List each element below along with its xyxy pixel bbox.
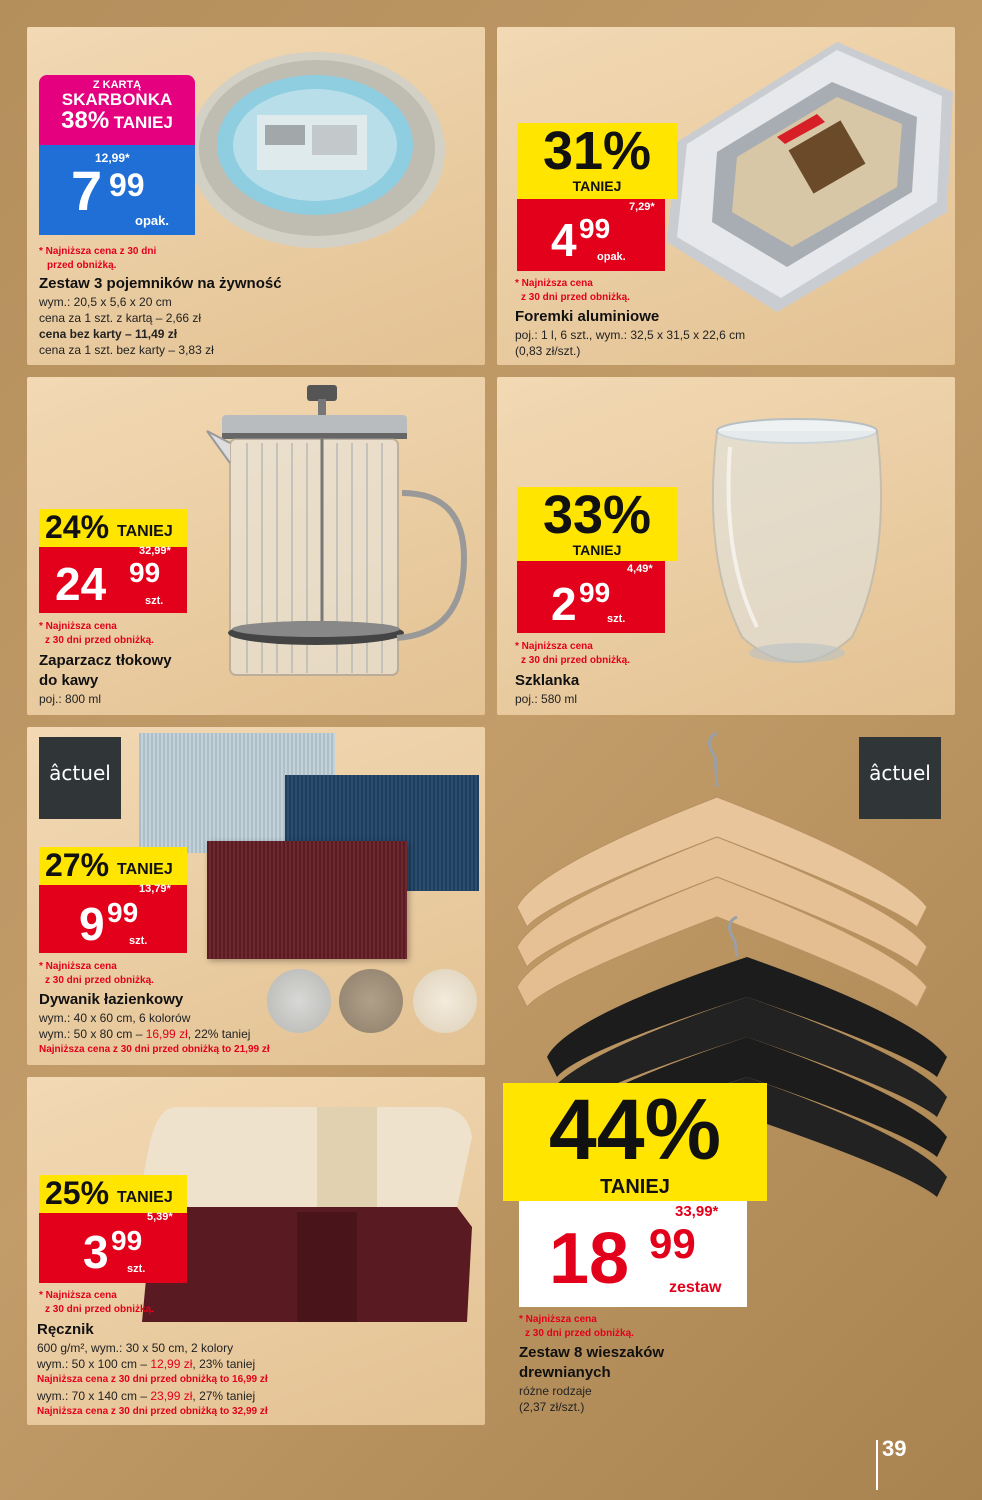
page-number-divider <box>876 1440 878 1490</box>
lowest-price-note: * Najniższa cena z 30 dni przed obniżką. <box>39 621 154 646</box>
price-integer: 3 <box>83 1226 109 1278</box>
card-badge-pct: 38% <box>61 107 110 134</box>
product-card-towel[interactable] <box>27 1077 485 1425</box>
discount-badge <box>517 487 677 561</box>
discount-badge <box>39 1175 187 1213</box>
price-box <box>39 547 187 613</box>
product-desc: poj.: 1 l, 6 szt., wym.: 32,5 x 31,5 x 22,6 cm (0,83 zł/szt.) <box>515 328 746 358</box>
price-unit: szt. <box>129 935 148 947</box>
price-integer: 24 <box>55 558 107 610</box>
discount-percent: 25% <box>45 1175 110 1211</box>
price-box <box>517 561 665 633</box>
product-name: Foremki aluminiowe <box>515 308 660 325</box>
swatch-taupe <box>339 969 403 1033</box>
mat-image-burgundy <box>207 841 407 959</box>
price-cents: 99 <box>579 577 611 608</box>
price-cents: 99 <box>107 897 139 928</box>
price-cents: 99 <box>109 167 145 203</box>
product-card-hangers[interactable] <box>497 727 955 1425</box>
price-cents: 99 <box>111 1225 143 1256</box>
product-card-foil-pans[interactable] <box>497 27 955 365</box>
lowest-price-note: * Najniższa cena z 30 dni przed obniżką. <box>519 1314 634 1339</box>
price-box <box>517 199 665 271</box>
lowest-price-note: * Najniższa cena z 30 dni przed obniżką. <box>39 246 157 271</box>
old-price: 4,49* <box>627 563 653 575</box>
price-integer: 18 <box>549 1219 630 1299</box>
discount-percent: 31% <box>542 121 652 181</box>
swatch-grey <box>267 969 331 1033</box>
product-name: Zestaw 8 wieszaków drewnianych <box>519 1344 665 1381</box>
product-desc: poj.: 580 ml <box>515 692 578 706</box>
old-price: 13,79* <box>139 883 171 895</box>
price-integer: 9 <box>79 898 105 950</box>
discount-word: TANIEJ <box>117 523 173 540</box>
product-card-glass[interactable] <box>497 377 955 715</box>
price-unit: opak. <box>135 213 169 228</box>
page-number: 39 <box>882 1436 907 1461</box>
product-card-bath-mat[interactable] <box>27 727 485 1065</box>
card-badge-word: TANIEJ <box>113 113 173 132</box>
lowest-price-note: * Najniższa cena z 30 dni przed obniżką. <box>39 961 154 986</box>
discount-word: TANIEJ <box>117 861 173 878</box>
price-integer: 4 <box>551 214 577 266</box>
card-badge-line2: SKARBONKA <box>61 90 173 109</box>
glass-image <box>702 417 892 677</box>
lowest-price-note: * Najniższa cena z 30 dni przed obniżką. <box>39 1290 154 1315</box>
container-lid-image <box>187 45 457 255</box>
product-card-french-press[interactable] <box>27 377 485 715</box>
price-cents: 99 <box>579 213 611 244</box>
lowest-price-note: * Najniższa cena z 30 dni przed obniżką. <box>515 278 630 303</box>
foil-pan-image <box>657 32 953 312</box>
price-box <box>519 1201 747 1307</box>
product-card-containers[interactable] <box>27 27 485 365</box>
product-desc: 600 g/m², wym.: 30 x 50 cm, 2 kolory wym.: 50 x 100 cm – 12,99 zł, 23% taniej Najniższa cena z 30 dni przed obniżką to 16,99 zł wym.: 70 x 140 cm – 23,99 zł, 27% taniej Najniższa cena z 30 dni przed obniżką to 32,99 zł <box>37 1341 268 1417</box>
product-desc: wym.: 20,5 x 5,6 x 20 cm cena za 1 szt. z kartą – 2,66 zł cena bez karty – 11,49 zł cena za 1 szt. bez karty – 3,83 zł <box>39 295 214 357</box>
price-box <box>39 1213 187 1283</box>
lowest-price-note: * Najniższa cena z 30 dni przed obniżką. <box>515 641 630 666</box>
old-price: 7,29* <box>629 201 655 213</box>
old-price: 5,39* <box>147 1211 173 1223</box>
product-name: Dywanik łazienkowy <box>39 991 184 1008</box>
price-unit: zestaw <box>669 1279 722 1296</box>
discount-word: TANIEJ <box>572 542 622 558</box>
price-cents: 99 <box>129 557 161 588</box>
brand-logo: âctuel <box>39 737 121 819</box>
discount-badge <box>39 847 187 885</box>
card-promo-badge <box>39 75 195 145</box>
price-box <box>39 885 187 953</box>
discount-badge <box>39 509 187 547</box>
discount-percent: 27% <box>45 847 110 883</box>
price-box <box>39 145 195 235</box>
discount-percent: 44% <box>548 1082 722 1178</box>
old-price: 32,99* <box>139 545 171 557</box>
discount-badge <box>503 1083 767 1201</box>
towel-image <box>137 1097 477 1327</box>
product-desc: poj.: 800 ml <box>39 692 102 706</box>
discount-percent: 33% <box>542 485 652 545</box>
product-desc: wym.: 40 x 60 cm, 6 kolorów wym.: 50 x 80 cm – 16,99 zł, 22% taniej Najniższa cena z 30 dni przed obniżką to 21,99 zł <box>39 1011 270 1055</box>
discount-word: TANIEJ <box>600 1176 670 1198</box>
french-press-image <box>202 383 472 693</box>
price-integer: 7 <box>71 159 103 222</box>
product-name: Zaparzacz tłokowy do kawy <box>39 652 172 689</box>
price-unit: opak. <box>597 251 626 263</box>
discount-word: TANIEJ <box>117 1189 173 1206</box>
product-name: Zestaw 3 pojemników na żywność <box>39 275 282 292</box>
price-cents: 99 <box>649 1220 696 1267</box>
price-unit: szt. <box>607 613 626 625</box>
discount-percent: 24% <box>45 509 110 545</box>
swatch-cream <box>413 969 477 1033</box>
product-name: Ręcznik <box>37 1321 94 1338</box>
brand-logo: âctuel <box>859 737 941 819</box>
price-unit: szt. <box>127 1263 146 1275</box>
old-price: 33,99* <box>675 1203 719 1220</box>
card-badge-line1: Z KARTĄ <box>92 79 142 91</box>
product-desc: różne rodzaje (2,37 zł/szt.) <box>519 1384 592 1414</box>
price-unit: szt. <box>145 595 164 607</box>
old-price: 12,99* <box>95 151 130 165</box>
product-name: Szklanka <box>515 672 580 689</box>
price-integer: 2 <box>551 578 577 630</box>
discount-badge <box>517 123 677 199</box>
discount-word: TANIEJ <box>572 178 622 194</box>
